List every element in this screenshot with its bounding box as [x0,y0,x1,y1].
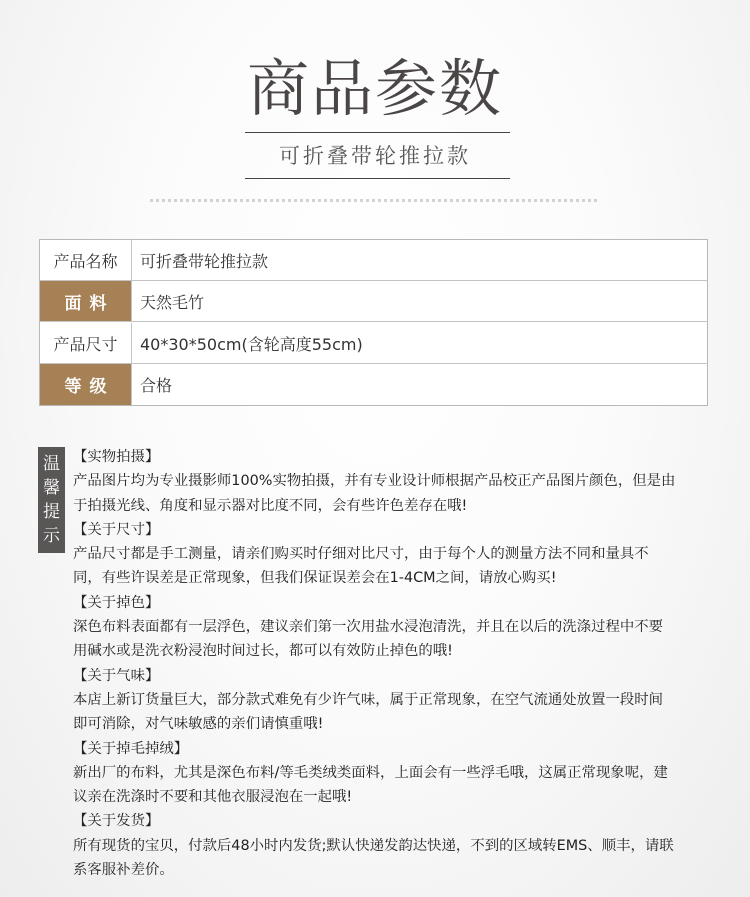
tips-heading: 【实物拍摄】 [73,449,160,465]
tips-line: 新出厂的布料，尤其是深色布料/等毛类绒类面料，上面会有一些浮毛哦，这属正常现象呢，建 [73,764,668,781]
spec-value: 合格 [140,376,173,395]
tips-line: 本店上新订货量巨大，部分款式难免有少许气味，属于正常现象，在空气流通处放置一段时间 [73,691,664,708]
tips-badge-char: 提 [43,502,60,522]
title-divider-bottom [245,178,510,179]
tips-line: 产品尺寸都是手工测量，请亲们购买时仔细对比尺寸，由于每个人的测量方法不同和量具不 [73,546,649,563]
tips-heading: 【关于尺寸】 [73,521,160,538]
tips-line: 即可消除，对气味敏感的亲们请慎重哦! [73,716,324,733]
spec-value: 可折叠带轮推拉款 [140,251,269,271]
spec-value: 40*30*50cm(含轮高度55cm) [140,334,363,354]
spec-row-grade [40,364,707,405]
tips-text [73,445,703,882]
tips-heading: 【关于掉毛掉绒】 [73,740,189,757]
spec-label: 产品名称 [40,240,132,280]
tips-line: 系客服补差价。 [73,862,174,879]
tips-line: 同，有些许误差是正常现象，但我们保证误差会在1-4CM之间，请放心购买! [73,570,557,587]
product-subtitle: 可折叠带轮推拉款 [279,144,471,168]
tips-line: 所有现货的宝贝，付款后48小时内发货;默认快递发韵达快递，不到的区域转EMS、顺丰，请联 [73,837,674,854]
spec-label: 等级 [40,364,132,405]
tips-badge-char: 温 [43,454,60,474]
spec-label: 产品尺寸 [40,323,132,363]
tips-heading: 【关于掉色】 [73,594,160,611]
tips-line: 用碱水或是洗衣粉浸泡时间过长，都可以有效防止掉色的哦! [73,643,453,660]
page-title: 商品参数 [246,52,503,125]
title-divider-top [245,132,510,133]
tips-line: 深色布料表面都有一层浮色，建议亲们第一次用盐水浸泡清洗，并且在以后的洗涤过程中不要 [73,619,664,636]
spec-label: 面料 [40,281,132,321]
spec-row-material [40,281,707,322]
spec-row-size [40,323,707,364]
spec-table [39,239,708,406]
tips-heading: 【关于气味】 [73,667,160,684]
spec-value: 天然毛竹 [140,292,205,312]
tips-badge-char: 馨 [43,478,60,498]
tips-badge-char: 示 [43,526,60,546]
tips-line: 于拍摄光线、角度和显示器对比度不同，会有些许色差存在哦! [73,497,468,514]
spec-row-name [40,240,707,281]
tips-line: 议亲在洗涤时不要和其他衣服浸泡在一起哦! [73,789,353,806]
tips-heading: 【关于发货】 [73,813,160,830]
tips-line: 产品图片均为专业摄影师100%实物拍摄，并有专业设计师根据产品校正产品图片颜色，但是由 [73,473,676,490]
dotted-divider [150,199,600,202]
tips-badge [38,447,65,553]
